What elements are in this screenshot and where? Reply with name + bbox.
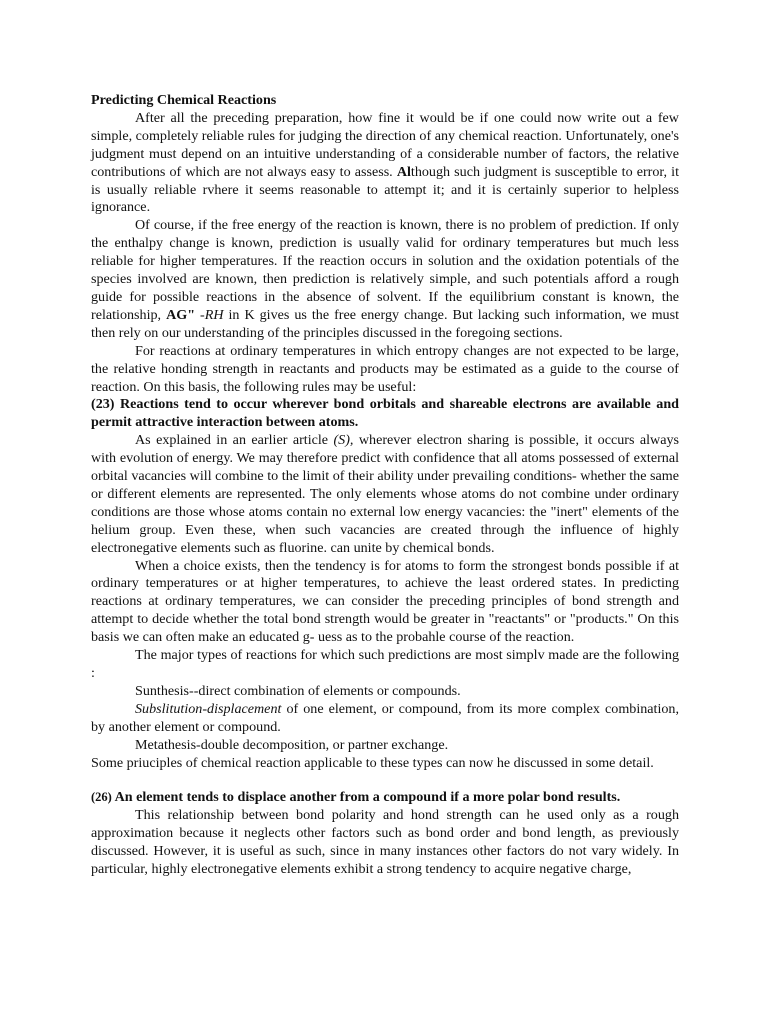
paragraph-intro-text: After all the preceding preparation, how fine it would be if one could now write out a few simple, completely reliable rules for judging the direction of any chemical reaction. Unfortunately, one's judgment must depend on an intuitive understanding of a considerable number of factors, the relative contributions of which are not always easy to assess. [91, 109, 679, 180]
document-page [91, 92, 679, 879]
paragraph-intro [91, 110, 679, 217]
formula-italic: -RH [195, 306, 224, 323]
spacer [91, 772, 679, 789]
rule-23: (23) Reactions tend to occur wherever bond orbitals and shareable electrons are available and permit attractive interaction between atoms. [91, 396, 679, 431]
paragraph-free-energy-a: Of course, if the free energy of the reaction is known, there is no problem of prediction. If only the enthalpy change is known, prediction is usually valid for ordinary temperatures but much less reliable for higher temperatures. If the reaction occurs in solution and the oxidation potentials of the species involved are known, then prediction is relatively simple, and such potentials afford a rough guide for possible reactions in the absence of solvent. If the equilibrium constant is known, the relationship, [91, 217, 679, 323]
rule-26 [91, 789, 679, 807]
paragraph-electron-sharing-b: wherever electron sharing is possible, it occurs always with evolution of energy. We may therefore predict with confidence that all atoms possessed of external orbital vacancies will combine to the limit of their ability under prevailing conditions- whether the same or different elements are represented. The only elements whose atoms do not combine under ordinary conditions are those whose atoms contain no external low energy vacancies: the "inert" elements of the helium group. Even these, when such vacancies are created through the influence of highly electronegative elements such as fluorine. can unite by chemical bonds. [91, 432, 680, 556]
list-item-substitution [91, 701, 679, 737]
list-item-metathesis: Metathesis-double decomposition, or partner exchange. [135, 736, 449, 753]
paragraph-electron-sharing [91, 432, 679, 557]
rule-26-text: An element tends to displace another from a compound if a more polar bond results. [111, 789, 621, 806]
paragraph-free-energy [91, 217, 679, 342]
section-title: Predicting Chemical Reactions [91, 92, 277, 108]
paragraph-major-types: The major types of reactions for which such predictions are most simplv made are the following : [91, 647, 679, 681]
paragraph-principles: Some priuciples of chemical reaction applicable to these types can now he discussed in some detail. [91, 754, 654, 771]
paragraph-bond-polarity: This relationship between bond polarity and hond strength can he used only as a rough approximation because it neglects other factors such as bond order and bond length, as previously discussed. However, it is useful as such, since in many instances other factors do not vary widely. In particular, highly electronegative elements exhibit a strong tendency to acquire negative charge, [91, 807, 679, 878]
rule-26-number: (26) [91, 790, 112, 805]
formula-bold: AG" [166, 306, 196, 323]
paragraph-intro-bold: Al [396, 163, 411, 180]
list-item-substitution-rest: of one element, or compound, from its more complex combination, by another element or compound. [91, 700, 679, 735]
reference-italic: (S), [333, 432, 354, 449]
paragraph-intro-rest: though such judgment is susceptible to error, it is usually reliable rvhere it seems reasonable to attempt it; and it is certainly superior to helpless ignorance. [91, 163, 679, 216]
paragraph-ordinary-temperatures: For reactions at ordinary temperatures in which entropy changes are not expected to be large, the relative honding strength in reactants and products may be estimated as a guide to the course of reaction. On this basis, the following rules may be useful: [91, 342, 679, 395]
list-item-substitution-term: Subslitution-displacement [135, 700, 282, 717]
paragraph-electron-sharing-a: As explained in an earlier article [135, 432, 334, 449]
paragraph-choice: When a choice exists, then the tendency is for atoms to form the strongest bonds possible if at ordinary temperatures or at higher temperatures, to achieve the least ordered states. In predicting reactions at ordinary temperatures, we can consider the preceding principles of bond strength and attempt to decide whether the total bond strength would be greater in "reactants" or "products." On this basis we can often make an educated g- uess as to the probahle course of the reaction. [91, 557, 679, 646]
list-item-synthesis: Sunthesis--direct combination of elements or compounds. [135, 682, 461, 699]
paragraph-free-energy-b: in K gives us the free energy change. But lacking such information, we must then rely on our understanding of the principles discussed in the foregoing sections. [91, 306, 679, 341]
